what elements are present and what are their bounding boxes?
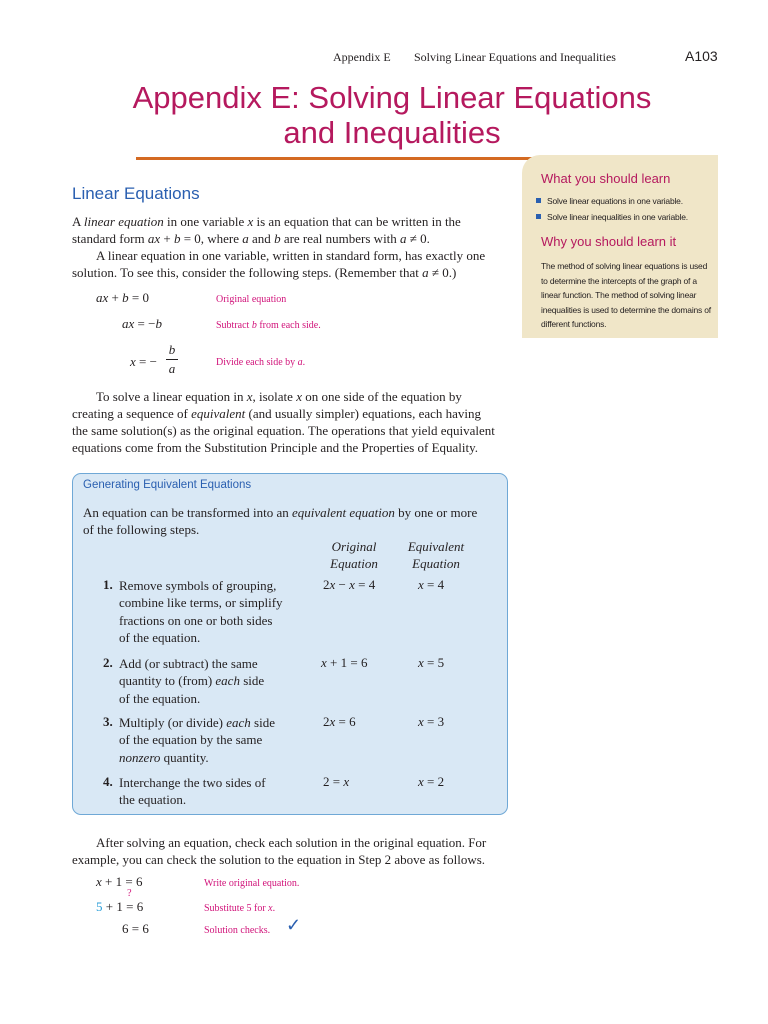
step-original-equation: x + 1 = 6 — [321, 655, 368, 670]
derivation-equation-1: ax + b = 0 — [96, 290, 149, 305]
check-equation-3: 6 = 6 — [122, 921, 149, 936]
step-equivalent-equation: x = 2 — [418, 774, 445, 789]
fraction-bar — [166, 359, 178, 360]
derivation-note-1: Original equation — [216, 294, 287, 305]
derivation-note-2: Subtract b from each side. — [216, 320, 321, 331]
page-title — [100, 80, 684, 150]
check-equation-2-middle: + 1 — [102, 899, 127, 914]
para2-line-1: To solve a linear equation in x, isolate x on one side of the equation by — [96, 389, 462, 404]
derivation-equation-3-lhs: x = − — [130, 354, 157, 369]
sidebar-learn-heading: What you should learn — [541, 171, 671, 186]
box-heading: Generating Equivalent Equations — [83, 479, 252, 491]
page-number: A103 — [685, 48, 718, 64]
column-header-equivalent: Equivalent Equation — [407, 539, 465, 571]
para2-line-2: creating a sequence of equivalent (and usually simpler) equations, each having — [72, 406, 482, 421]
derivation-note-3: Divide each side by a. — [216, 357, 306, 368]
check-equation-2-rhs: 6 — [133, 899, 144, 914]
running-header-appendix: Appendix E — [333, 50, 391, 64]
intro-line-1: A linear equation in one variable x is an equation that can be written in the — [72, 214, 461, 229]
check-note-2: Substitute 5 for x. — [204, 903, 276, 914]
equivalent-equations-box — [72, 473, 508, 815]
step-text: Remove symbols of grouping, combine like terms, or simplify fractions on one or both sides of the equation. — [119, 578, 283, 645]
step-number: 3. — [103, 714, 113, 729]
check-note-3: Solution checks. — [204, 925, 271, 936]
para2-line-3: the same solution(s) as the original equation. The operations that yield equivalent — [72, 423, 495, 438]
step-original-equation: 2x − x = 4 — [323, 577, 376, 592]
box-intro-line-2: of the following steps. — [83, 522, 200, 537]
sidebar-learning-goals — [522, 155, 718, 338]
sidebar-why-heading: Why you should learn it — [541, 234, 677, 249]
step-original-equation: 2 = x — [323, 774, 350, 789]
check-equation-2 — [96, 888, 144, 915]
step-number: 1. — [103, 577, 113, 592]
intro-line-2: standard form ax + b = 0, where a and b are real numbers with a ≠ 0. — [72, 231, 430, 246]
step-number: 2. — [103, 655, 113, 670]
derivation-equation-2: ax = −b — [122, 316, 162, 331]
sidebar-why-text: The method of solving linear equations is used to determine the intercepts of the graph of a linear function. The method of solving linear inequalities is used to determine the domains of different functions. — [541, 261, 711, 329]
page-title-line-1: Appendix E: Solving Linear Equations — [132, 80, 652, 115]
fraction-numerator: b — [168, 342, 176, 357]
para3-line-2: example, you can check the solution to the equation in Step 2 above as follows. — [72, 852, 486, 867]
equals-sign: = — [126, 899, 134, 914]
para3-line-1: After solving an equation, check each solution in the original equation. For — [96, 835, 487, 850]
fraction-denominator: a — [168, 361, 176, 376]
step-number: 4. — [103, 774, 113, 789]
sidebar-learn-item — [536, 196, 683, 206]
running-header — [0, 48, 720, 68]
running-header-title: Solving Linear Equations and Inequalities — [414, 50, 616, 64]
column-header-original: Original Equation — [330, 539, 378, 571]
step-text: Interchange the two sides of the equation. — [119, 775, 266, 808]
step-equivalent-equation: x = 5 — [418, 655, 445, 670]
intro-line-4: solution. To see this, consider the following steps. (Remember that a ≠ 0.) — [72, 265, 457, 280]
box-intro-line-1: An equation can be transformed into an equivalent equation by one or more — [83, 505, 478, 520]
question-mark: ? — [127, 888, 132, 899]
bullet-square-icon — [536, 214, 541, 219]
derivation-fraction — [166, 342, 178, 377]
step-equivalent-equation: x = 3 — [418, 714, 445, 729]
question-equals — [126, 888, 134, 915]
sidebar-learn-item — [536, 212, 688, 222]
check-note-1: Write original equation. — [204, 878, 300, 889]
para2-line-4: equations come from the Substitution Principle and the Properties of Equality. — [72, 440, 479, 455]
step-equivalent-equation: x = 4 — [418, 577, 445, 592]
intro-line-3: A linear equation in one variable, written in standard form, has exactly one — [96, 248, 486, 263]
sidebar-learn-item-text: Solve linear inequalities in one variable. — [547, 212, 688, 222]
sidebar-learn-item-text: Solve linear equations in one variable. — [547, 196, 683, 206]
check-equation-1: x + 1 = 6 — [96, 874, 143, 889]
step-text: Add (or subtract) the same quantity to (from) each side of the equation. — [119, 656, 265, 706]
step-original-equation: 2x = 6 — [323, 714, 356, 729]
bullet-square-icon — [536, 198, 541, 203]
substituted-value: 5 — [96, 899, 103, 914]
page-title-line-2: and Inequalities — [283, 115, 501, 150]
checkmark-icon: ✓ — [286, 915, 302, 935]
step-text: Multiply (or divide) each side of the equation by the same nonzero quantity. — [119, 715, 275, 765]
section-heading: Linear Equations — [72, 184, 200, 203]
